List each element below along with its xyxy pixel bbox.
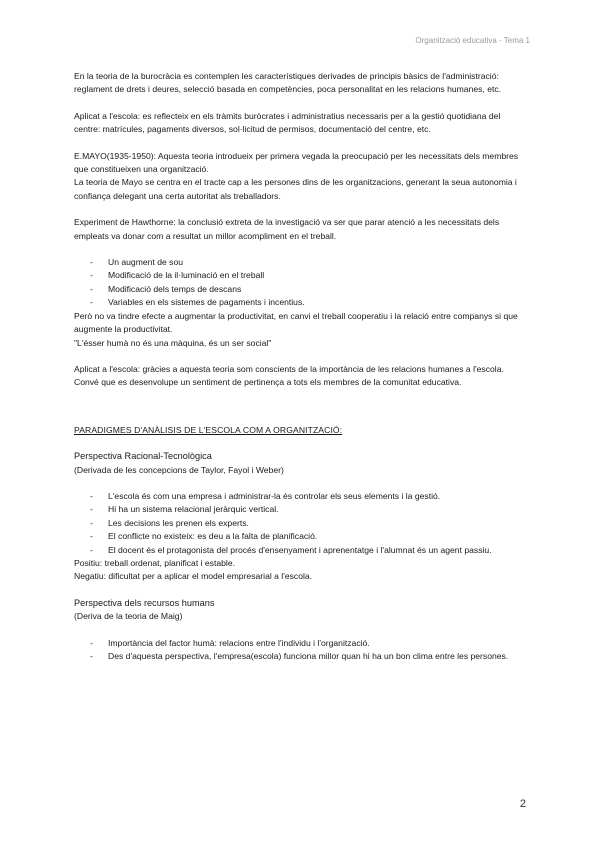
perspective-human-resources-subtitle: (Deriva de la teoria de Maig) <box>74 611 183 622</box>
positive-note: Positiu: treball ordenat, planificat i estable. <box>74 557 235 568</box>
list-item: - El conflicte no existeix: es deu a la falta de planificació. <box>74 530 528 543</box>
list-item: - Hi ha un sistema relacional jeràrquic vertical. <box>74 503 528 516</box>
paragraph-school-application-1: Aplicat a l'escola: es reflecteix en els tràmits buròcrates i administratius necessaris per a la gestió quotidiana del centre: matrícules, pagaments diversos, sol·licitud de permisos, documentació del centre, etc. <box>74 110 501 135</box>
paragraph-bureaucracy: En la teoria de la burocràcia es contemplen les característiques derivades de principis bàsics de l'administració: reglament de drets i deures, selecció basada en competències, poca personalitat en les relacions humanes, etc. <box>74 71 502 95</box>
section-title: PARADIGMES D'ANÀLISIS DE L'ESCOLA COM A ORGANITZACIÓ: <box>74 424 343 435</box>
paragraph-hawthorne: Experiment de Hawthorne: la conclusió extreta de la investigació va ser que parar atenció a les necessitats dels empleats va donar com a resultat un millor acompliment en el treball. <box>74 217 500 241</box>
hawthorne-variables-list <box>74 256 528 310</box>
document-body <box>74 70 528 663</box>
paragraph-mayo: E.MAYO(1935-1950): Aquesta teoria introdueix per primera vegada la preocupació per les necessitats dels membres que constitueixen una organització. <box>74 150 519 175</box>
list-item: - Variables en els sistemes de pagaments i incentius. <box>74 296 528 309</box>
perspective-rational-subtitle: (Derivada de les concepcions de Taylor, Fayol i Weber) <box>74 464 284 475</box>
perspective-human-resources-title: Perspectiva dels recursos humans <box>74 597 215 608</box>
rational-list <box>74 490 528 557</box>
list-item: - Modificació de la il·luminació en el treball <box>74 269 528 282</box>
list-item: - Les decisions les prenen els experts. <box>74 517 528 530</box>
list-item: - L'escola és com una empresa i administrar-la és controlar els seus elements i la gestió. <box>74 490 528 503</box>
paragraph-productivity: Però no va tindre efecte a augmentar la productivitat, en canvi el treball cooperatiu i la relació entre companys si que augmente la productivitat. <box>74 310 518 335</box>
list-item: - El docent és el protagonista del procés d'ensenyament i aprenentatge i l'alumnat és un agent passiu. <box>74 544 528 557</box>
human-resources-list <box>74 637 528 664</box>
list-item: - Un augment de sou <box>74 256 528 269</box>
page-header: Organització educativa - Tema 1 <box>415 36 530 45</box>
perspective-rational-title: Perspectiva Racional-Tecnològica <box>74 451 212 462</box>
list-item: - Importància del factor humà: relacions entre l'individu i l'organització. <box>74 637 528 650</box>
negative-note: Negatiu: dificultat per a aplicar el model empresarial a l'escola. <box>74 571 313 582</box>
paragraph-mayo-theory: La teoria de Mayo se centra en el tracte cap a les persones dins de les organitzacions, generant la seua autonomia i confiança delegant una certa autoritat als treballadors. <box>74 177 517 201</box>
quote: "L'ésser humà no és una màquina, és un ser social" <box>74 337 272 348</box>
list-item: - Modificació dels temps de descans <box>74 283 528 296</box>
list-item: - Des d'aquesta perspectiva, l'empresa(escola) funciona millor quan hi ha un bon clima entre les persones. <box>74 650 528 663</box>
page-number: 2 <box>519 798 526 810</box>
paragraph-school-application-2: Aplicat a l'escola: gràcies a aquesta teoria som conscients de la importància de les relacions humanes a l'escola. Convé que es desenvolupe un sentiment de pertinença a tots els membres de la comunitat educativa. <box>74 363 504 388</box>
